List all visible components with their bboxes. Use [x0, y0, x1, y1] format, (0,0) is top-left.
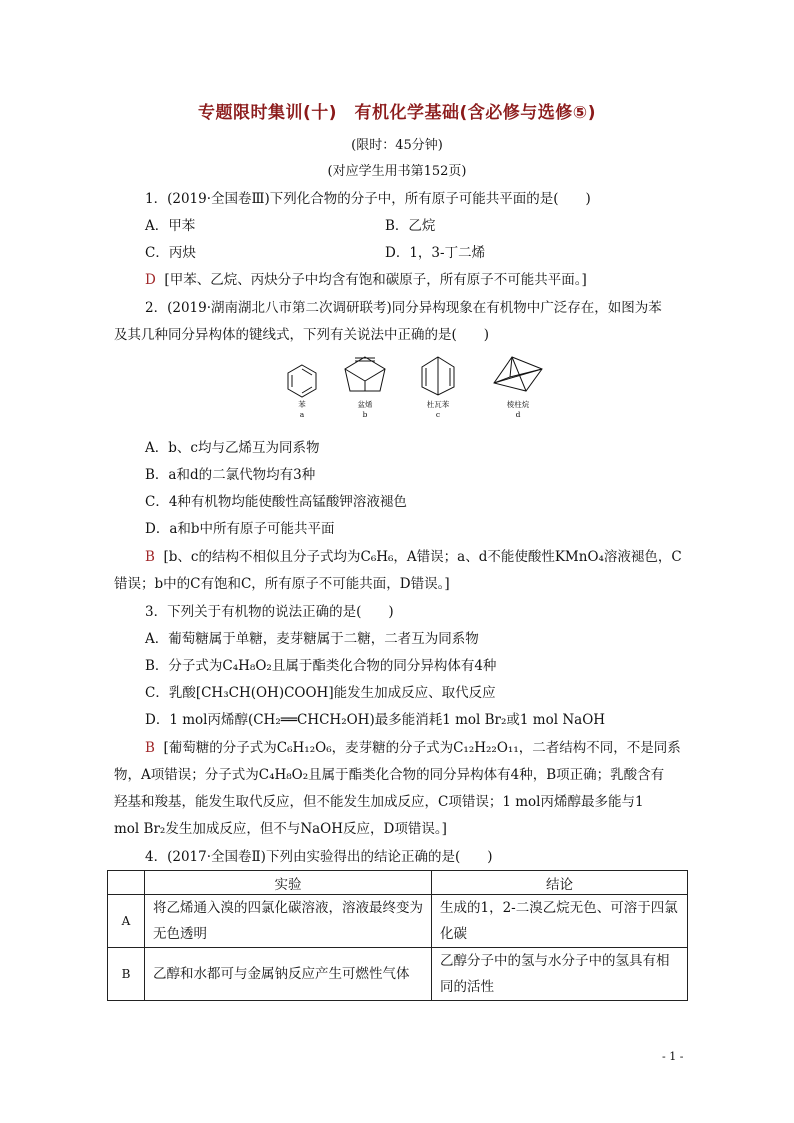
- q1-answer: [145, 268, 587, 288]
- fig-label-b: 盆烯 b: [357, 400, 373, 419]
- q1-answer-text: [甲苯、乙烷、丙炔分子中均含有饱和碳原子，所有原子不可能共平面。]: [164, 272, 587, 288]
- q1-option-a: A．甲苯: [145, 218, 196, 234]
- fig-label-d: 棱柱烷 d: [506, 400, 530, 419]
- dewar-benzene-structure: [418, 355, 458, 397]
- question-4-stem: 4．(2017·全国卷Ⅱ)下列由实验得出的结论正确的是( ): [145, 849, 493, 865]
- table-header-row: [108, 871, 688, 895]
- table-row-conclusion: 乙醇分子中的氢与水分子中的氢具有相同的活性: [432, 948, 688, 1001]
- table-row: [108, 895, 688, 948]
- q3-answer-letter: B: [145, 740, 155, 756]
- table-row-experiment: 将乙烯通入溴的四氯化碳溶液，溶液最终变为无色透明: [145, 895, 432, 948]
- q2-option-a: A．b、c均与乙烯互为同系物: [145, 440, 320, 456]
- q2-answer: [145, 545, 682, 565]
- q2-option-c: C．4种有机物均能使酸性高锰酸钾溶液褪色: [145, 494, 407, 510]
- q3-answer-text-line3: 羟基和羧基，能发生取代反应，但不能发生加成反应，C项错误；1 mol丙烯醇最多能与1: [114, 794, 644, 810]
- benzvalene-structure: [340, 355, 390, 397]
- question-3-stem: 3．下列关于有机物的说法正确的是( ): [145, 604, 394, 620]
- q1-option-c: C．丙炔: [145, 245, 196, 261]
- book-reference: (对应学生用书第152页): [327, 164, 467, 179]
- q3-answer: [145, 736, 681, 756]
- table-header-conclusion: 结论: [432, 871, 688, 895]
- q1-option-b: B．乙烷: [385, 218, 436, 234]
- q1-answer-letter: D: [145, 272, 156, 288]
- fig-label-c: 杜瓦苯 c: [426, 400, 450, 419]
- question-2-stem-line1: 2．(2019·湖南湖北八市第二次调研联考)同分异构现象在有机物中广泛存在，如图为苯: [145, 300, 662, 316]
- q3-option-a: A．葡萄糖属于单糖，麦芽糖属于二糖，二者互为同系物: [145, 631, 479, 647]
- q3-answer-text-line1: [葡萄糖的分子式为C₆H₁₂O₆，麦芽糖的分子式为C₁₂H₂₂O₁₁，二者结构不同，不是同系: [163, 740, 681, 756]
- q2-answer-text-line2: 错误；b中的C有饱和C，所有原子不可能共面，D错误。]: [114, 576, 450, 592]
- q3-answer-text-line4: mol Br₂发生加成反应，但不与NaOH反应，D项错误。]: [114, 821, 447, 837]
- page-title: 专题限时集训(十) 有机化学基础(含必修与选修⑤): [198, 103, 596, 123]
- table-header-key: [108, 871, 145, 895]
- q3-option-d: D．1 mol丙烯醇(CH₂══CHCH₂OH)最多能消耗1 mol Br₂或1 mol NaOH: [145, 712, 606, 728]
- table-header-experiment: 实验: [145, 871, 432, 895]
- benzene-structure: [285, 363, 319, 399]
- q3-option-b: B．分子式为C₄H₈O₂且属于酯类化合物的同分异构体有4种: [145, 658, 497, 674]
- isomer-structures-figure: [0, 355, 794, 425]
- fig-label-a: 苯 a: [298, 400, 306, 419]
- table-row-key: B: [108, 948, 145, 1001]
- q3-option-c: C．乳酸[CH₃CH(OH)COOH]能发生加成反应、取代反应: [145, 685, 496, 701]
- question-1-stem: 1．(2019·全国卷Ⅲ)下列化合物的分子中，所有原子可能共平面的是( ): [145, 191, 591, 207]
- q3-answer-text-line2: 物，A项错误；分子式为C₄H₈O₂且属于酯类化合物的同分异构体有4种，B项正确；乳酸含有: [114, 767, 665, 783]
- table-row-experiment: 乙醇和水都可与金属钠反应产生可燃性气体: [145, 948, 432, 1001]
- q2-option-d: D．a和b中所有原子可能共平面: [145, 521, 335, 537]
- time-limit: (限时：45分钟): [351, 138, 443, 153]
- q2-answer-letter: B: [145, 549, 155, 565]
- q2-answer-text-line1: [b、c的结构不相似且分子式均为C₆H₆，A错误；a、d不能使酸性KMnO₄溶液褪色，C: [163, 549, 682, 565]
- question-2-stem-line2: 及其几种同分异构体的键线式，下列有关说法中正确的是( ): [114, 327, 490, 343]
- prismane-structure: [490, 355, 546, 397]
- q1-option-d: D．1，3-丁二烯: [385, 245, 486, 261]
- q2-option-b: B．a和d的二氯代物均有3种: [145, 467, 316, 483]
- table-row-key: A: [108, 895, 145, 948]
- table-row: [108, 948, 688, 1001]
- page-number: - 1 -: [662, 1050, 684, 1063]
- q4-table: [107, 870, 688, 1001]
- table-row-conclusion: 生成的1，2-二溴乙烷无色、可溶于四氯化碳: [432, 895, 688, 948]
